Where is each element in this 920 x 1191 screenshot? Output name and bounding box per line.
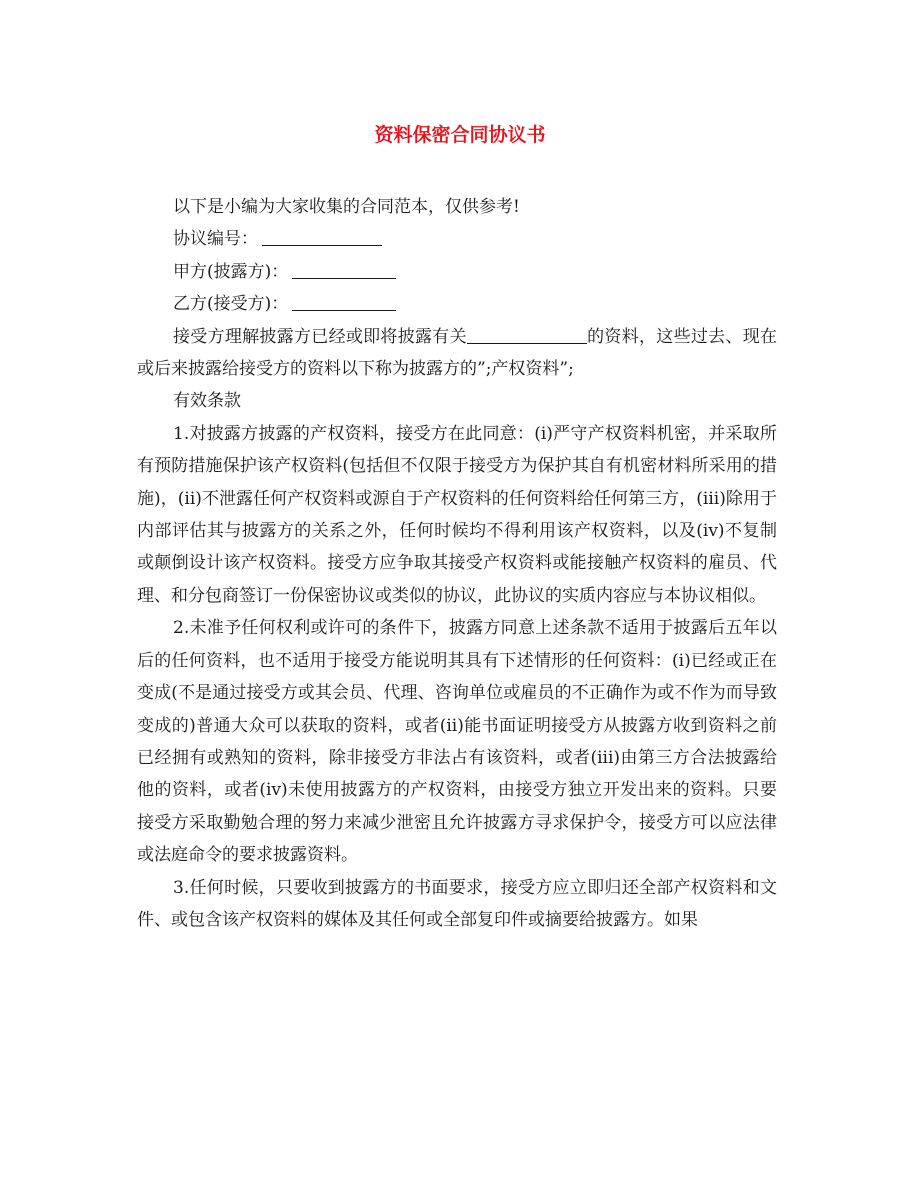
document-title: 资料保密合同协议书 — [374, 124, 546, 146]
recital-blank — [467, 325, 587, 344]
field-label: 协议编号： — [173, 229, 258, 250]
field-party-a — [137, 256, 777, 288]
field-blank — [262, 227, 382, 246]
field-label: 甲方(披露方)： — [173, 261, 289, 282]
clause-3: 3.任何时候，只要收到披露方的书面要求，接受方应立即归还全部产权资料和文件、或包含该产权资料的媒体及其任何或全部复印件或摘要给披露方。如果 — [137, 877, 777, 930]
section-heading: 有效条款 — [173, 391, 241, 412]
recital-paragraph — [137, 321, 777, 386]
field-label: 乙方(接受方)： — [173, 294, 289, 315]
recital-text-after: 的资料，这些过去、现在或后来披露给接受方的资料以下称为披露方的”;产权资料”; — [137, 326, 778, 380]
field-blank — [292, 292, 396, 311]
clause-1: 1.对披露方披露的产权资料，接受方在此同意：(i)严守产权资料机密，并采取所有预防措施保护该产权资料(包括但不仅限于接受方为保护其自有机密材料所采用的措施)，(ii)不泄露任何产权资料或源自于产权资料的任何资料给任何第三方，(iii)除用于内部评估其与披露方的关系之外，任何时候均不得利用该产权资料，以及(iv)不复制或颠倒设计该产权资料。接受方应争取其接受产权资料或能接触产权资料的雇员、代理、和分包商签订一份保密协议或类似的协议，此协议的实质内容应与本协议相似。 — [137, 423, 777, 606]
field-agreement-number — [137, 223, 777, 255]
recital-text-before: 接受方理解披露方已经或即将披露有关 — [173, 326, 467, 347]
field-blank — [292, 260, 396, 279]
clause-2: 2.未准予任何权利或许可的条件下，披露方同意上述条款不适用于披露后五年以后的任何资料，也不适用于接受方能说明其具有下述情形的任何资料：(i)已经或正在变成(不是通过接受方或其会员、代理、咨询单位或雇员的不正确作为或不作为而导致变成的)普通大众可以获取的资料，或者(ii)能书面证明接受方从披露方收到资料之前已经拥有或熟知的资料，除非接受方非法占有该资料，或者(iii)由第三方合法披露给他的资料，或者(iv)未使用披露方的产权资料，由接受方独立开发出来的资料。只要接受方采取勤勉合理的努力来减少泄密且允许披露方寻求保护令，接受方可以应法律或法庭命令的要求披露资料。 — [137, 618, 777, 866]
document-body — [137, 191, 777, 936]
field-party-b — [137, 288, 777, 320]
intro-paragraph: 以下是小编为大家收集的合同范本，仅供参考! — [173, 197, 520, 217]
